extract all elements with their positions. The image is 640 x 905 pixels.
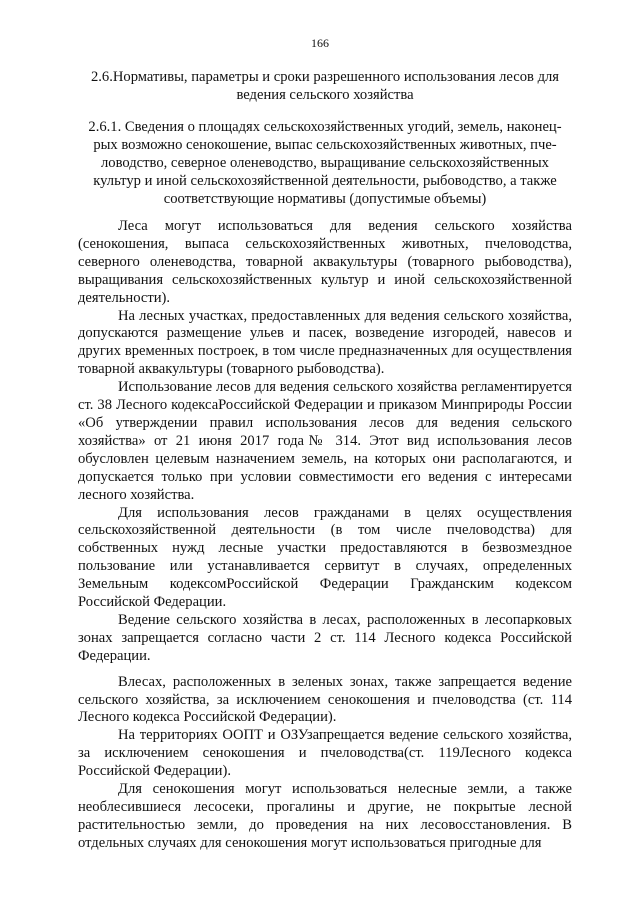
body-text	[78, 218, 572, 853]
paragraph: Использование лесов для ведения сельского хозяйства регламентируется ст. 38 Лесного кодексаРоссийской Федерации и приказом Минприроды России «Об утверждении правил использования лесов для ведения сельского хозяйства» от 21 июня 2017 года№ 314. Этот вид использования лесов обусловлен целевым назначением земель, на которых они располагаются, и допускается только при условии совместимости его ведения с интересами лесного хозяйства.	[78, 379, 572, 503]
section-heading: 2.6.Нормативы, параметры и сроки разрешенного использования лесов для ведения сельского хозяйства	[90, 69, 560, 103]
paragraph: Леса могут использоваться для ведения сельского хозяйства (сенокошения, выпаса сельскохозяйственных животных, пчеловодства, северного оленеводства, товарной аквакультуры (товарного рыбоводства), выращивания сельскохозяйственных культур и иной сельскохозяйственной деятельности).	[78, 218, 572, 306]
paragraph: Для использования лесов гражданами в целях осуществления сельскохозяйственной деятельности (в том числе пчеловодства) для собственных нужд лесные участки предоставляются в безвозмездное пользование или устанавливается сервитут в случаях, определенных Земельным кодексомРоссийской Федерации Гражданским кодексом Российской Федерации.	[78, 504, 572, 611]
paragraph: На лесных участках, предоставленных для ведения сельского хозяйства, допускаются размещение ульев и пасек, возведение изгородей, навесов и других временных построек, в том числе предназначенных для осуществления товарной аквакультуры (товарного рыбоводства).	[78, 307, 572, 378]
paragraph: На территориях ООПТ и ОЗУзапрещается ведение сельского хозяйства, за исключением сенокошения и пчеловодства(ст. 119Лесного кодекса Российской Федерации).	[78, 727, 572, 780]
paragraph: Ведение сельского хозяйства в лесах, расположенных в лесопарковых зонах запрещается согласно части 2 ст. 114 Лесного кодекса Российской Федерации.	[78, 611, 572, 664]
page-number: 166	[311, 36, 329, 50]
subsection-heading: 2.6.1. Сведения о площадях сельскохозяйственных угодий, земель, наконец-рых возможно сенокошение, выпас сельскохозяйственных животных, пче-ловодство, северное оленеводство, выращивание сельскохозяйственных культур и иной сельскохозяйственной деятельности, рыбоводство, а также соответствующие нормативы (допустимые объемы)	[88, 119, 562, 207]
paragraph: Влесах, расположенных в зеленых зонах, также запрещается ведение сельского хозяйства, за исключением сенокошения и пчеловодства (ст. 114 Лесного кодекса Российской Федерации).	[78, 673, 572, 726]
paragraph: Для сенокошения могут использоваться нелесные земли, а также необлесившиеся лесосеки, прогалины и другие, не покрытые лесной растительностью земли, до проведения на них лесовосстановления. В отдельных случаях для сенокошения могут использоваться пригодные для	[78, 781, 572, 851]
